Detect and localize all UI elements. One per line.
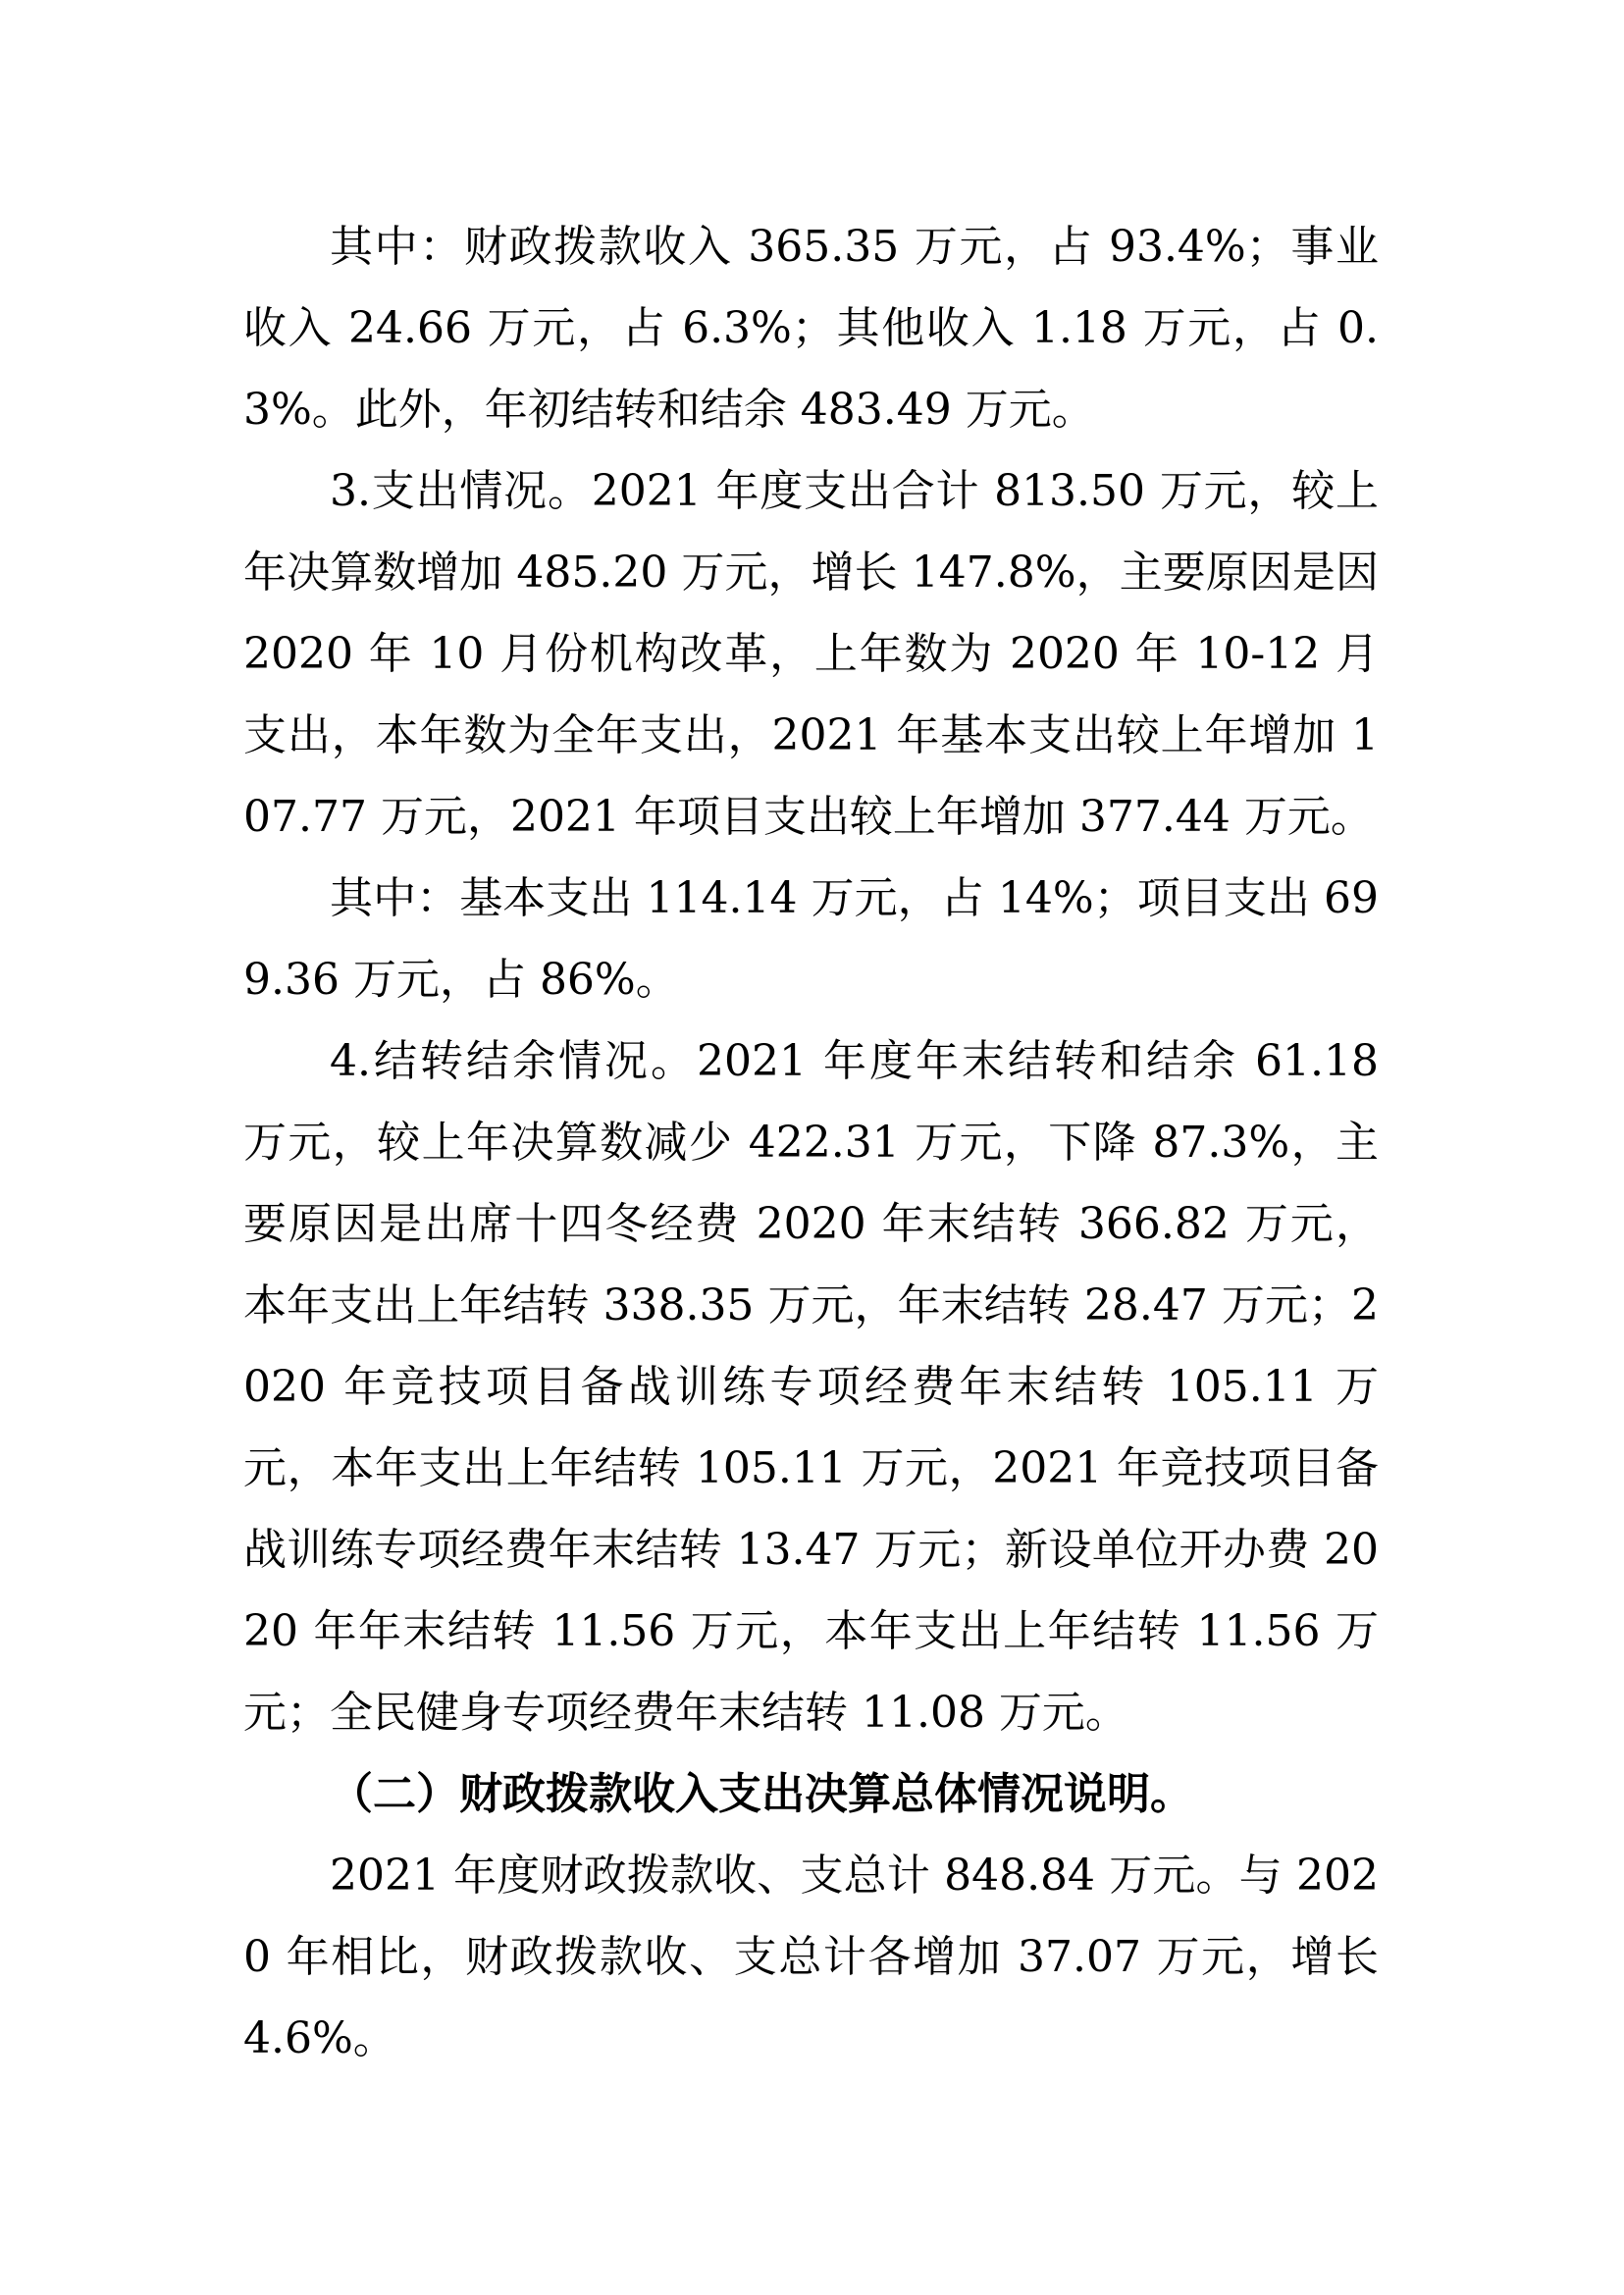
paragraph-fiscal-appropriation-total: 2021 年度财政拨款收、支总计 848.84 万元。与 2020 年相比，财政拨款收、支总计各增加 37.07 万元，增长 4.6%。 (243, 1851, 1379, 2063)
document-text-block (243, 206, 1379, 2079)
paragraph-carryover-details: 4.结转结余情况。2021 年度年末结转和结余 61.18 万元，较上年决算数减少 422.31 万元，下降 87.3%，主要原因是出席十四冬经费 2020 年末结转 366.82 万元，本年支出上年结转 338.35 万元，年末结转 28.47 万元；2020 年竞技项目备战训练专项经费年末结转 105.11 万元，本年支出上年结转 105.11 万元，2021 年竞技项目备战训练专项经费年末结转 13.47 万元；新设单位开办费 2020 年年末结转 11.56 万元，本年支出上年结转 11.56 万元；全民健身专项经费年末结转 11.08 万元。 (243, 1036, 1379, 1738)
section-heading-fiscal-appropriation: （二）财政拨款收入支出决算总体情况说明。 (330, 1769, 1193, 1819)
paragraph-income-breakdown: 其中：财政拨款收入 365.35 万元，占 93.4%；事业收入 24.66 万元，占 6.3%；其他收入 1.18 万元，占 0.3%。此外，年初结转和结余 483.49 万元。 (243, 222, 1379, 435)
paragraph-expenditure-overview: 3.支出情况。2021 年度支出合计 813.50 万元，较上年决算数增加 485.20 万元，增长 147.8%，主要原因是因 2020 年 10 月份机构改革，上年数为 2020 年 10-12 月支出，本年数为全年支出，2021 年基本支出较上年增加 107.77 万元，2021 年项目支出较上年增加 377.44 万元。 (243, 466, 1379, 842)
paragraph-expenditure-breakdown: 其中：基本支出 114.14 万元，占 14%；项目支出 699.36 万元，占 86%。 (243, 873, 1379, 1005)
